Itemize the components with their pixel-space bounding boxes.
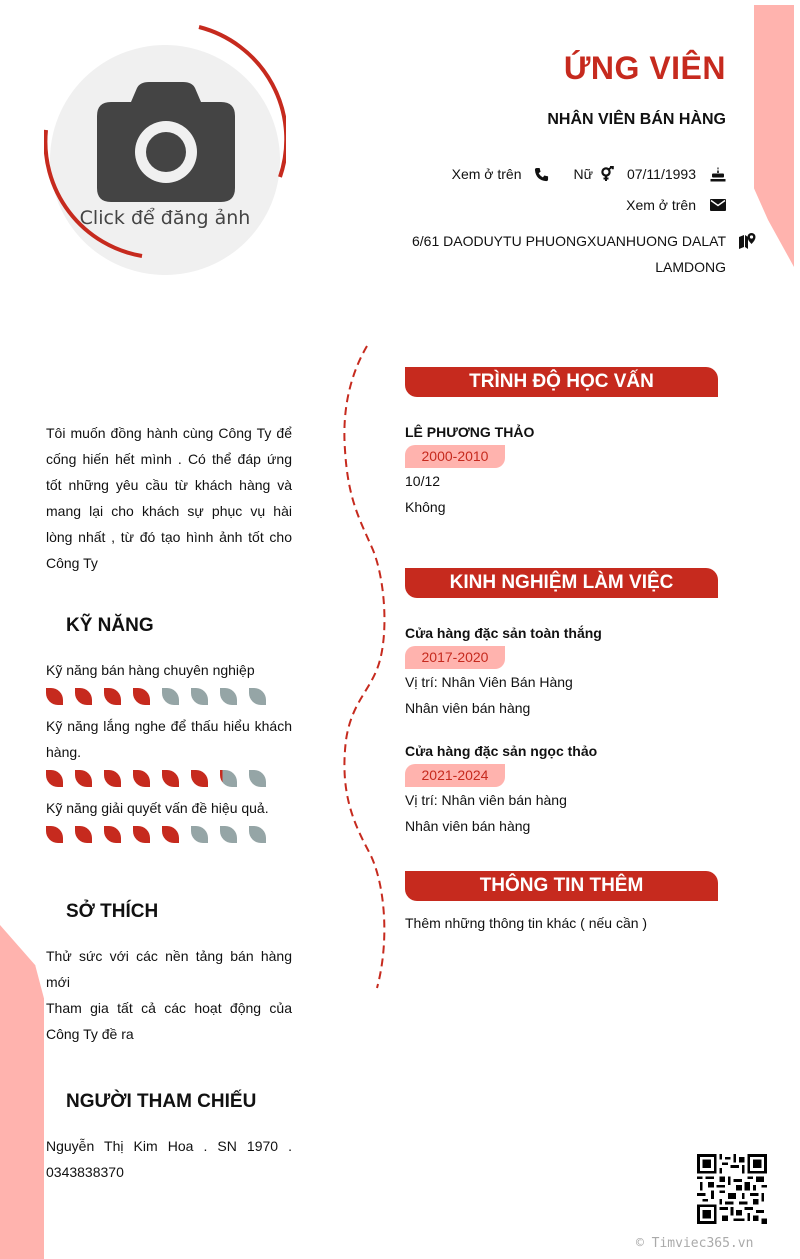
contact-row-2 bbox=[626, 197, 726, 213]
skill-item bbox=[46, 795, 292, 844]
experience-period-badge: 2021-2024 bbox=[405, 764, 505, 787]
skill-name: Kỹ năng giải quyết vấn đề hiệu quả. bbox=[46, 800, 269, 816]
rating-leaf-icon bbox=[46, 770, 63, 787]
rating-leaf-icon bbox=[191, 688, 208, 705]
hobbies-list bbox=[46, 943, 292, 1047]
reference-text: Nguyễn Thị Kim Hoa . SN 1970 . 0343838370 bbox=[46, 1138, 292, 1180]
phone-icon bbox=[533, 166, 549, 182]
rating-leaf-icon bbox=[249, 688, 266, 705]
experience-company: Cửa hàng đặc sản ngọc thảo bbox=[405, 743, 598, 759]
rating-leaf-icon bbox=[104, 826, 121, 843]
rating-leaf-icon bbox=[46, 826, 63, 843]
rating-leaf-icon bbox=[220, 688, 237, 705]
rating-leaf-icon bbox=[162, 826, 179, 843]
rating-leaf-icon bbox=[191, 770, 208, 787]
qr-code bbox=[697, 1154, 767, 1224]
skill-rating bbox=[46, 770, 292, 788]
address-value: 6/61 DAODUYTU PHUONGXUANHUONG DALAT LAMDONG bbox=[411, 233, 726, 275]
rating-leaf-icon bbox=[191, 826, 208, 843]
experience-position: Vị trí: Nhân viên bán hàng bbox=[405, 792, 567, 808]
education-school: LÊ PHƯƠNG THẢO bbox=[405, 424, 535, 440]
education-line: Không bbox=[405, 499, 446, 515]
contact-row-1 bbox=[452, 166, 726, 182]
additional-section bbox=[405, 871, 718, 936]
rating-leaf-icon bbox=[249, 770, 266, 787]
experience-period-badge: 2017-2020 bbox=[405, 646, 505, 669]
hobby-item: Tham gia tất cả các hoạt động của Công Ty đề ra bbox=[46, 1000, 292, 1042]
hobby-item: Thử sức với các nền tảng bán hàng mới bbox=[46, 948, 292, 990]
rating-leaf-icon bbox=[46, 688, 63, 705]
rating-leaf-icon bbox=[249, 826, 266, 843]
rating-leaf-icon bbox=[104, 770, 121, 787]
education-title: TRÌNH ĐỘ HỌC VẤN bbox=[405, 367, 718, 397]
skill-name: Kỹ năng lắng nghe để thấu hiểu khách hàng. bbox=[46, 718, 292, 760]
additional-title: THÔNG TIN THÊM bbox=[405, 871, 718, 901]
experience-position: Vị trí: Nhân Viên Bán Hàng bbox=[405, 674, 573, 690]
skills-title: KỸ NĂNG bbox=[66, 615, 154, 636]
hobbies-title: SỞ THÍCH bbox=[66, 901, 159, 922]
avatar-ring-decoration bbox=[44, 25, 286, 261]
skills-list bbox=[46, 657, 292, 851]
skill-item bbox=[46, 657, 292, 706]
candidate-name: ỨNG VIÊN bbox=[563, 50, 726, 86]
rating-leaf-icon bbox=[133, 826, 150, 843]
skill-rating bbox=[46, 688, 292, 706]
address bbox=[386, 228, 726, 280]
avatar-upload-label: Click để đăng ảnh bbox=[79, 207, 251, 229]
phone-value: Xem ở trên bbox=[451, 166, 522, 182]
envelope-icon bbox=[710, 197, 726, 213]
rating-leaf-icon bbox=[162, 770, 179, 787]
rating-leaf-icon bbox=[133, 770, 150, 787]
experience-item bbox=[405, 623, 718, 721]
experience-section bbox=[405, 568, 718, 839]
gender-icon bbox=[599, 166, 615, 182]
experience-description: Nhân viên bán hàng bbox=[405, 700, 531, 716]
career-objective: Tôi muốn đồng hành cùng Công Ty để cống hiến hết mình . Có thể đáp ứng tốt những yêu cầu từ khách hàng và mang lại cho khách sự phục vụ hài lòng nhất , từ đó tạo hình ảnh tốt cho Công Ty bbox=[46, 425, 292, 571]
birthday-cake-icon bbox=[710, 166, 726, 182]
decorative-shape-top-right bbox=[754, 5, 794, 267]
rating-leaf-icon bbox=[104, 688, 121, 705]
rating-leaf-icon bbox=[220, 826, 237, 843]
rating-leaf-icon bbox=[75, 688, 92, 705]
gender-value: Nữ bbox=[573, 166, 593, 182]
rating-leaf-icon bbox=[75, 826, 92, 843]
experience-title: KINH NGHIỆM LÀM VIỆC bbox=[405, 568, 718, 598]
birthday-value: 07/11/1993 bbox=[626, 166, 696, 182]
avatar-section bbox=[44, 25, 286, 261]
education-section bbox=[405, 367, 718, 520]
education-period-badge: 2000-2010 bbox=[405, 445, 505, 468]
job-title: NHÂN VIÊN BÁN HÀNG bbox=[547, 111, 726, 128]
rating-leaf-icon bbox=[162, 688, 179, 705]
email-value: Xem ở trên bbox=[626, 197, 696, 213]
education-item bbox=[405, 422, 718, 520]
experience-description: Nhân viên bán hàng bbox=[405, 818, 531, 834]
rating-leaf-icon bbox=[75, 770, 92, 787]
decorative-shape-bottom-left bbox=[0, 925, 44, 1259]
skill-item bbox=[46, 713, 292, 788]
candidate-header bbox=[564, 50, 726, 87]
rating-leaf-icon bbox=[133, 688, 150, 705]
education-line: 10/12 bbox=[405, 473, 441, 489]
skill-name: Kỹ năng bán hàng chuyên nghiệp bbox=[46, 662, 255, 678]
experience-item bbox=[405, 741, 718, 839]
map-marker-icon bbox=[739, 231, 756, 257]
rating-leaf-icon bbox=[220, 770, 237, 787]
experience-company: Cửa hàng đặc sản toàn thắng bbox=[405, 625, 602, 641]
wavy-divider bbox=[330, 340, 400, 1000]
additional-text: Thêm những thông tin khác ( nếu cần ) bbox=[405, 915, 648, 931]
skill-rating bbox=[46, 826, 292, 844]
copyright-text: © Timviec365.vn bbox=[636, 1236, 754, 1251]
references-title: NGƯỜI THAM CHIẾU bbox=[66, 1091, 257, 1112]
